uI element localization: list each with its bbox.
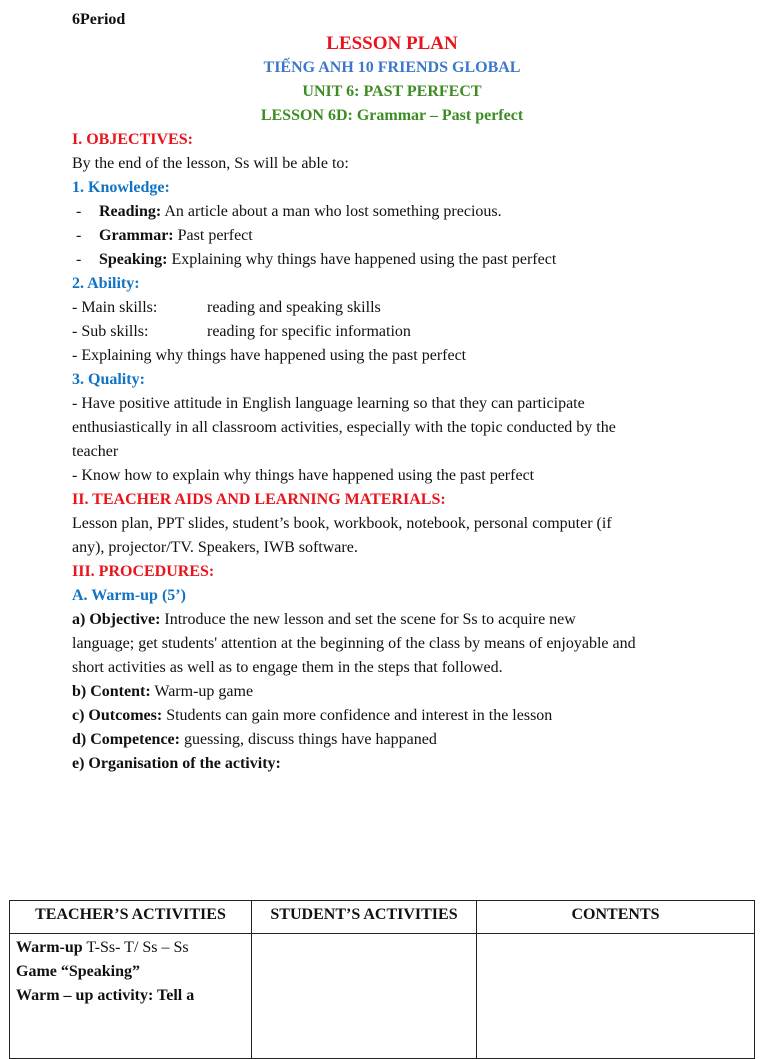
period-label: 6Period [72, 11, 126, 28]
knowledge-label: Grammar: [99, 227, 174, 244]
book-title: TIẾNG ANH 10 FRIENDS GLOBAL [263, 59, 521, 76]
objectives-heading: I. OBJECTIVES: [72, 131, 193, 148]
content-line: b) Content: Warm-up game [72, 683, 254, 700]
ability-extra: - Explaining why things have happened using the past perfect [72, 347, 467, 364]
student-activities-cell [252, 934, 477, 1059]
competence-line: d) Competence: guessing, discuss things have happaned [72, 731, 437, 748]
ability-main-skills: - Main skills: reading and speaking skills [72, 299, 381, 316]
organisation-line: e) Organisation of the activity: [72, 755, 281, 772]
aids-heading: II. TEACHER AIDS AND LEARNING MATERIALS: [72, 491, 446, 508]
unit-title: UNIT 6: PAST PERFECT [302, 83, 482, 100]
outcomes-line: c) Outcomes: Students can gain more confidence and interest in the lesson [72, 707, 553, 724]
procedures-heading: III. PROCEDURES: [72, 563, 215, 580]
header-teacher-activities: TEACHER’S ACTIVITIES [10, 901, 252, 934]
teacher-activities-cell: Warm-up T-Ss- T/ Ss – Ss Game “Speaking” Warm – up activity: Tell a [10, 934, 252, 1059]
table-row [10, 934, 755, 1059]
knowledge-label: Speaking: [99, 251, 168, 268]
table-header-row [10, 901, 755, 934]
aids-line-1: Lesson plan, PPT slides, student’s book, workbook, notebook, personal computer (if [72, 515, 612, 532]
quality-heading: 3. Quality: [72, 371, 145, 388]
quality-line-4: - Know how to explain why things have happened using the past perfect [72, 467, 535, 484]
knowledge-text: An article about a man who lost something precious. [161, 203, 502, 220]
objectives-intro: By the end of the lesson, Ss will be able to: [72, 155, 349, 172]
knowledge-text: Explaining why things have happened using the past perfect [167, 251, 557, 268]
header-contents: CONTENTS [477, 901, 755, 934]
activities-table [9, 900, 755, 1059]
quality-line-2: enthusiastically in all classroom activities, especially with the topic conducted by the [72, 419, 616, 436]
knowledge-item-grammar: - Grammar: Past perfect [76, 227, 253, 244]
knowledge-item-speaking: - Speaking: Explaining why things have happened using the past perfect [76, 251, 557, 268]
objective-line-1: a) Objective: Introduce the new lesson and set the scene for Ss to acquire new [72, 611, 576, 628]
ability-sub-skills: - Sub skills: reading for specific information [72, 323, 411, 340]
page-title: LESSON PLAN [326, 33, 458, 54]
contents-cell [477, 934, 755, 1059]
knowledge-item-reading: - Reading: An article about a man who lost something precious. [76, 203, 502, 220]
aids-line-2: any), projector/TV. Speakers, IWB software. [72, 539, 358, 556]
quality-line-1: - Have positive attitude in English language learning so that they can participate [72, 395, 585, 412]
warmup-heading: A. Warm-up (5’) [72, 587, 186, 604]
quality-line-3: teacher [72, 443, 119, 460]
knowledge-label: Reading: [99, 203, 162, 220]
knowledge-text: Past perfect [173, 227, 253, 244]
lesson-title: LESSON 6D: Grammar – Past perfect [260, 107, 524, 124]
objective-line-3: short activities as well as to engage them in the steps that followed. [72, 659, 503, 676]
knowledge-heading: 1. Knowledge: [72, 179, 170, 196]
ability-heading: 2. Ability: [72, 275, 140, 292]
lesson-plan-page [72, 8, 712, 776]
header-student-activities: STUDENT’S ACTIVITIES [252, 901, 477, 934]
objective-line-2: language; get students' attention at the beginning of the class by means of enjoyable and [72, 635, 636, 652]
